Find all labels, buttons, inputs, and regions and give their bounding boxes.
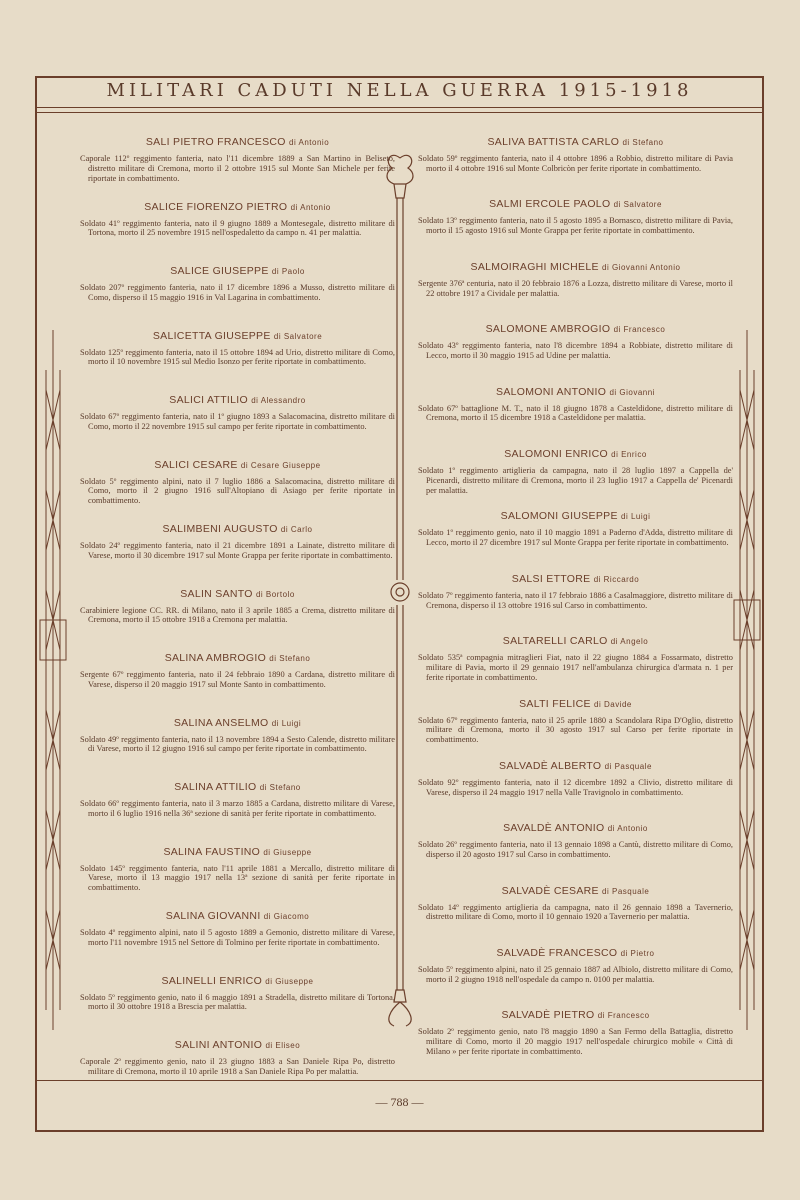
entry <box>418 386 733 448</box>
entry <box>418 635 733 697</box>
entry-text: Soldato 1º reggimento artiglieria da campagna, nato il 28 luglio 1897 a Cappella de' Picenardi, distretto militare di Cremona, morto il 23 luglio 1917 a Cappella de' Picenardi per malattia. <box>418 465 733 495</box>
entry-text: Soldato 41º reggimento fanteria, nato il 9 giugno 1889 a Montesegale, distretto militare di Tortona, morto il 25 novembre 1915 nell'ospedaletto da campo n. 41 per malattia. <box>80 218 395 238</box>
entry-text: Soldato 67º reggimento fanteria, nato il 1º giugno 1893 a Salacomacina, distretto militare di Como, morto il 22 novembre 1915 sul campo per ferite riportate in combattimento. <box>80 412 395 431</box>
entry-name: SALVADÈ ALBERTO di Pasquale <box>499 759 652 772</box>
entry-text: Soldato 67º reggimento fanteria, nato il 25 aprile 1880 a Scandolara Ripa D'Oglio, distretto militare di Cremona, morto il 30 agosto 1917 sul Carso per ferite riportate in combattimento. <box>418 715 733 745</box>
entry <box>418 885 733 947</box>
entry-text: Soldato 7º reggimento fanteria, nato il 17 febbraio 1886 a Casalmaggiore, distretto militare di Cremona, disperso il 13 ottobre 1916 sul Carso in combattimento. <box>418 590 733 610</box>
entry-name: SALVADÈ PIETRO di Francesco <box>501 1009 650 1022</box>
entry <box>80 523 395 588</box>
entry <box>418 261 733 323</box>
header-rule-double <box>35 112 764 113</box>
entry-text: Caporale 2º reggimento genio, nato il 23 giugno 1883 a San Daniele Ripa Po, distretto militare di Cremona, morto il 10 aprile 1918 a San Daniele Ripa Po per malattia. <box>80 1057 395 1076</box>
entry-name: SALINA ATTILIO di Stefano <box>174 781 301 793</box>
entry-text: Soldato 5º reggimento genio, nato il 6 maggio 1891 a Stradella, distretto militare di Tortona, morto il 30 ottobre 1918 a Brescia per malattia. <box>80 992 395 1012</box>
entry-text: Soldato 43º reggimento fanteria, nato l'8 dicembre 1894 a Robbiate, distretto militare di Lecco, morto il 30 maggio 1915 ad Udine per malattia. <box>418 341 733 360</box>
entry <box>80 1039 395 1104</box>
entry-name: SAVALDÈ ANTONIO di Antonio <box>503 822 648 835</box>
entry-name: SALI PIETRO FRANCESCO di Antonio <box>145 136 330 148</box>
entry-text: Carabiniere legione CC. RR. di Milano, nato il 3 aprile 1885 a Crema, distretto militare di Cremona, morto il 15 ottobre 1918 a Cremona per malattia. <box>80 605 395 625</box>
entry-name: SALTARELLI CARLO di Angelo <box>502 635 649 648</box>
page-title: MILITARI CADUTI NELLA GUERRA 1915-1918 <box>106 80 693 101</box>
entry <box>80 330 395 395</box>
entry-name: SALIN SANTO di Bortolo <box>180 587 295 600</box>
entry-name: SALTI FELICE di Davide <box>519 697 632 710</box>
entry <box>80 717 395 782</box>
entry-text: Soldato 5º reggimento alpini, nato il 7 luglio 1886 a Salacomacina, distretto militare di Como, morto il 2 giugno 1916 sull'Altopiano di Asiago per ferite riportate in combattimento. <box>80 476 395 506</box>
entry <box>418 198 733 260</box>
entry-text: Soldato 49º reggimento fanteria, nato il 13 novembre 1894 a Sesto Calende, distretto militare di Varese, morto il 12 giugno 1916 sul campo per ferite riportate in combattimento. <box>80 734 395 754</box>
entry <box>80 975 395 1040</box>
entry <box>418 698 733 760</box>
entry-name: SALVADÈ CESARE di Pasquale <box>501 884 650 897</box>
entry <box>418 947 733 1009</box>
entry-text: Soldato 535ª compagnia mitraglieri Fiat, nato il 22 giugno 1884 a Fossarmato, distretto militare di Pavia, morto il 29 gennaio 1917 nell'ambulanza chirurgica d'armata n. 1 per ferite riportate in combattimento. <box>418 653 733 682</box>
entry-name: SALINA ANSELMO di Luigi <box>173 716 302 729</box>
left-fasces-ornament <box>38 330 68 1030</box>
entry-text: Soldato 4º reggimento alpini, nato il 5 agosto 1889 a Gemonio, distretto militare di Varese, morto l'11 novembre 1915 nel Settore di Tolmino per ferite riportate in combattimento. <box>80 928 395 947</box>
right-column <box>418 136 733 1072</box>
entry-name: SALICI ATTILIO di Alessandro <box>169 394 306 406</box>
entry-name: SALMOIRAGHI MICHELE di Giovanni Antonio <box>470 260 681 273</box>
entry-name: SALVADÈ FRANCESCO di Pietro <box>496 947 655 960</box>
entry-name: SALICE GIUSEPPE di Paolo <box>170 265 305 277</box>
entry-text: Soldato 145º reggimento fanteria, nato l'11 aprile 1881 a Mercallo, distretto militare di Varese, morto il 13 maggio 1917 nella 13ª sezione di sanità per ferite riportate in combattimento. <box>80 863 395 893</box>
entry-name: SALINI ANTONIO di Eliseo <box>174 1039 301 1051</box>
entry <box>80 265 395 330</box>
entry-name: SALICETTA GIUSEPPE di Salvatore <box>152 329 323 342</box>
entry <box>80 781 395 846</box>
entry-name: SALICE FIORENZO PIETRO di Antonio <box>144 200 331 213</box>
entry <box>418 1009 733 1071</box>
entry-name: SALMI ERCOLE PAOLO di Salvatore <box>489 198 662 211</box>
entry-text: Soldato 59º reggimento fanteria, nato il 4 ottobre 1896 a Robbio, distretto militare di Pavia morto il 4 ottobre 1916 sul Monte Colbricòn per ferite riportate in combattimento. <box>418 154 733 173</box>
entry <box>80 846 395 911</box>
entry-name: SALINELLI ENRICO di Giuseppe <box>161 974 314 987</box>
entry <box>418 573 733 635</box>
entry <box>418 760 733 822</box>
entry <box>80 588 395 653</box>
entry-text: Soldato 1º reggimento genio, nato il 10 maggio 1891 a Paderno d'Adda, distretto militare di Lecco, morto il 27 dicembre 1917 sul Monte Grappa per ferite riportate in combattimento. <box>418 528 733 548</box>
entry-text: Soldato 13º reggimento fanteria, nato il 5 agosto 1895 a Bornasco, distretto militare di Pavia, morto il 15 agosto 1916 sul Monte Grappa per ferite riportate in combattimento. <box>418 216 733 236</box>
entry-name: SALOMONI ENRICO di Enrico <box>504 447 647 460</box>
entry-name: SALOMONI GIUSEPPE di Luigi <box>500 510 651 523</box>
entry-name: SALICI CESARE di Cesare Giuseppe <box>154 458 321 471</box>
entry <box>80 652 395 717</box>
entry-text: Soldato 26º reggimento fanteria, nato il 13 gennaio 1898 a Cantù, distretto militare di Como, disperso il 20 agosto 1917 sul Carso in combattimento. <box>418 840 733 860</box>
entry-name: SALSI ETTORE di Riccardo <box>511 572 640 585</box>
entry-text: Soldato 66º reggimento fanteria, nato il 3 marzo 1885 a Cardana, distretto militare di Varese, morto il 6 luglio 1916 nella 36ª sezione di sanità per ferite riportate in combattimento. <box>80 799 395 818</box>
entry-text: Soldato 2º reggimento genio, nato l'8 maggio 1890 a San Fermo della Battaglia, distretto militare di Como, morto il 20 maggio 1917 nell'ospedale chirurgico mobile « Città di Milano » per ferite riportate in combattimento. <box>418 1027 733 1057</box>
entry <box>80 394 395 459</box>
entry <box>418 136 733 198</box>
entry <box>418 448 733 510</box>
entry-name: SALIMBENI AUGUSTO di Carlo <box>162 523 313 535</box>
entry <box>80 201 395 266</box>
left-column <box>80 136 395 1104</box>
entry-name: SALOMONI ANTONIO di Giovanni <box>496 385 655 398</box>
entry <box>418 510 733 572</box>
entry <box>418 323 733 385</box>
entry-name: SALIVA BATTISTA CARLO di Stefano <box>487 136 664 148</box>
entry-text: Sergente 67º reggimento fanteria, nato il 24 febbraio 1890 a Cardana, distretto militare di Varese, disperso il 20 maggio 1917 sul Monte Santo in combattimento. <box>80 670 395 689</box>
entry-name: SALINA GIOVANNI di Giacomo <box>165 910 310 922</box>
entry-text: Soldato 14º reggimento artiglieria da campagna, nato il 26 gennaio 1898 a Tavernerio, distretto militare di Como, morto il 10 gennaio 1920 a Tavernerio per malattia. <box>418 902 733 922</box>
entry <box>80 136 395 201</box>
entry-name: SALINA FAUSTINO di Giuseppe <box>163 845 312 858</box>
page-number: — 788 — <box>375 1095 424 1109</box>
entry <box>80 910 395 975</box>
entry-name: SALOMONE AMBROGIO di Francesco <box>485 323 666 336</box>
entry-text: Soldato 5º reggimento alpini, nato il 25 gennaio 1887 ad Albiolo, distretto militare di Como, morto il 2 giugno 1918 nell'ospedale da campo n. 0100 per malattia. <box>418 965 733 984</box>
header-rule <box>35 107 764 108</box>
entry-text: Caporale 112º reggimento fanteria, nato l'11 dicembre 1889 a San Martino in Beliseto, distretto militare di Cremona, morto il 2 ottobre 1915 sul Monte San Michele per ferite riportate in combattimento. <box>80 154 395 183</box>
entry <box>80 459 395 524</box>
entry-text: Soldato 207º reggimento fanteria, nato il 17 dicembre 1896 a Musso, distretto militare di Como, disperso il 15 maggio 1916 in Val Lagarina in combattimento. <box>80 283 395 302</box>
entry-text: Soldato 92º reggimento fanteria, nato il 12 dicembre 1892 a Clivio, distretto militare di Varese, disperso il 24 maggio 1917 nella Valle Travignolo in combattimento. <box>418 777 733 797</box>
entry <box>418 822 733 884</box>
right-fasces-ornament <box>732 330 762 1030</box>
entry-text: Soldato 67º battaglione M. T., nato il 18 giugno 1878 a Casteldidone, distretto militare di Cremona, morto il 15 dicembre 1918 a Casteldidone per malattia. <box>418 403 733 423</box>
entry-text: Sergente 376ª centuria, nato il 20 febbraio 1876 a Lozza, distretto militare di Varese, morto il 22 ottobre 1917 a Cividale per malattia. <box>418 278 733 298</box>
entry-name: SALINA AMBROGIO di Stefano <box>164 652 311 664</box>
entry-text: Soldato 24º reggimento fanteria, nato il 21 dicembre 1891 a Lainate, distretto militare di Varese, morto il 30 dicembre 1917 sul Monte Grappa per ferite riportate in combattimento. <box>80 541 395 560</box>
entry-text: Soldato 125º reggimento fanteria, nato il 15 ottobre 1894 ad Urio, distretto militare di Como, morto il 10 novembre 1915 sul Medio Isonzo per ferite riportate in combattimento. <box>80 347 395 367</box>
